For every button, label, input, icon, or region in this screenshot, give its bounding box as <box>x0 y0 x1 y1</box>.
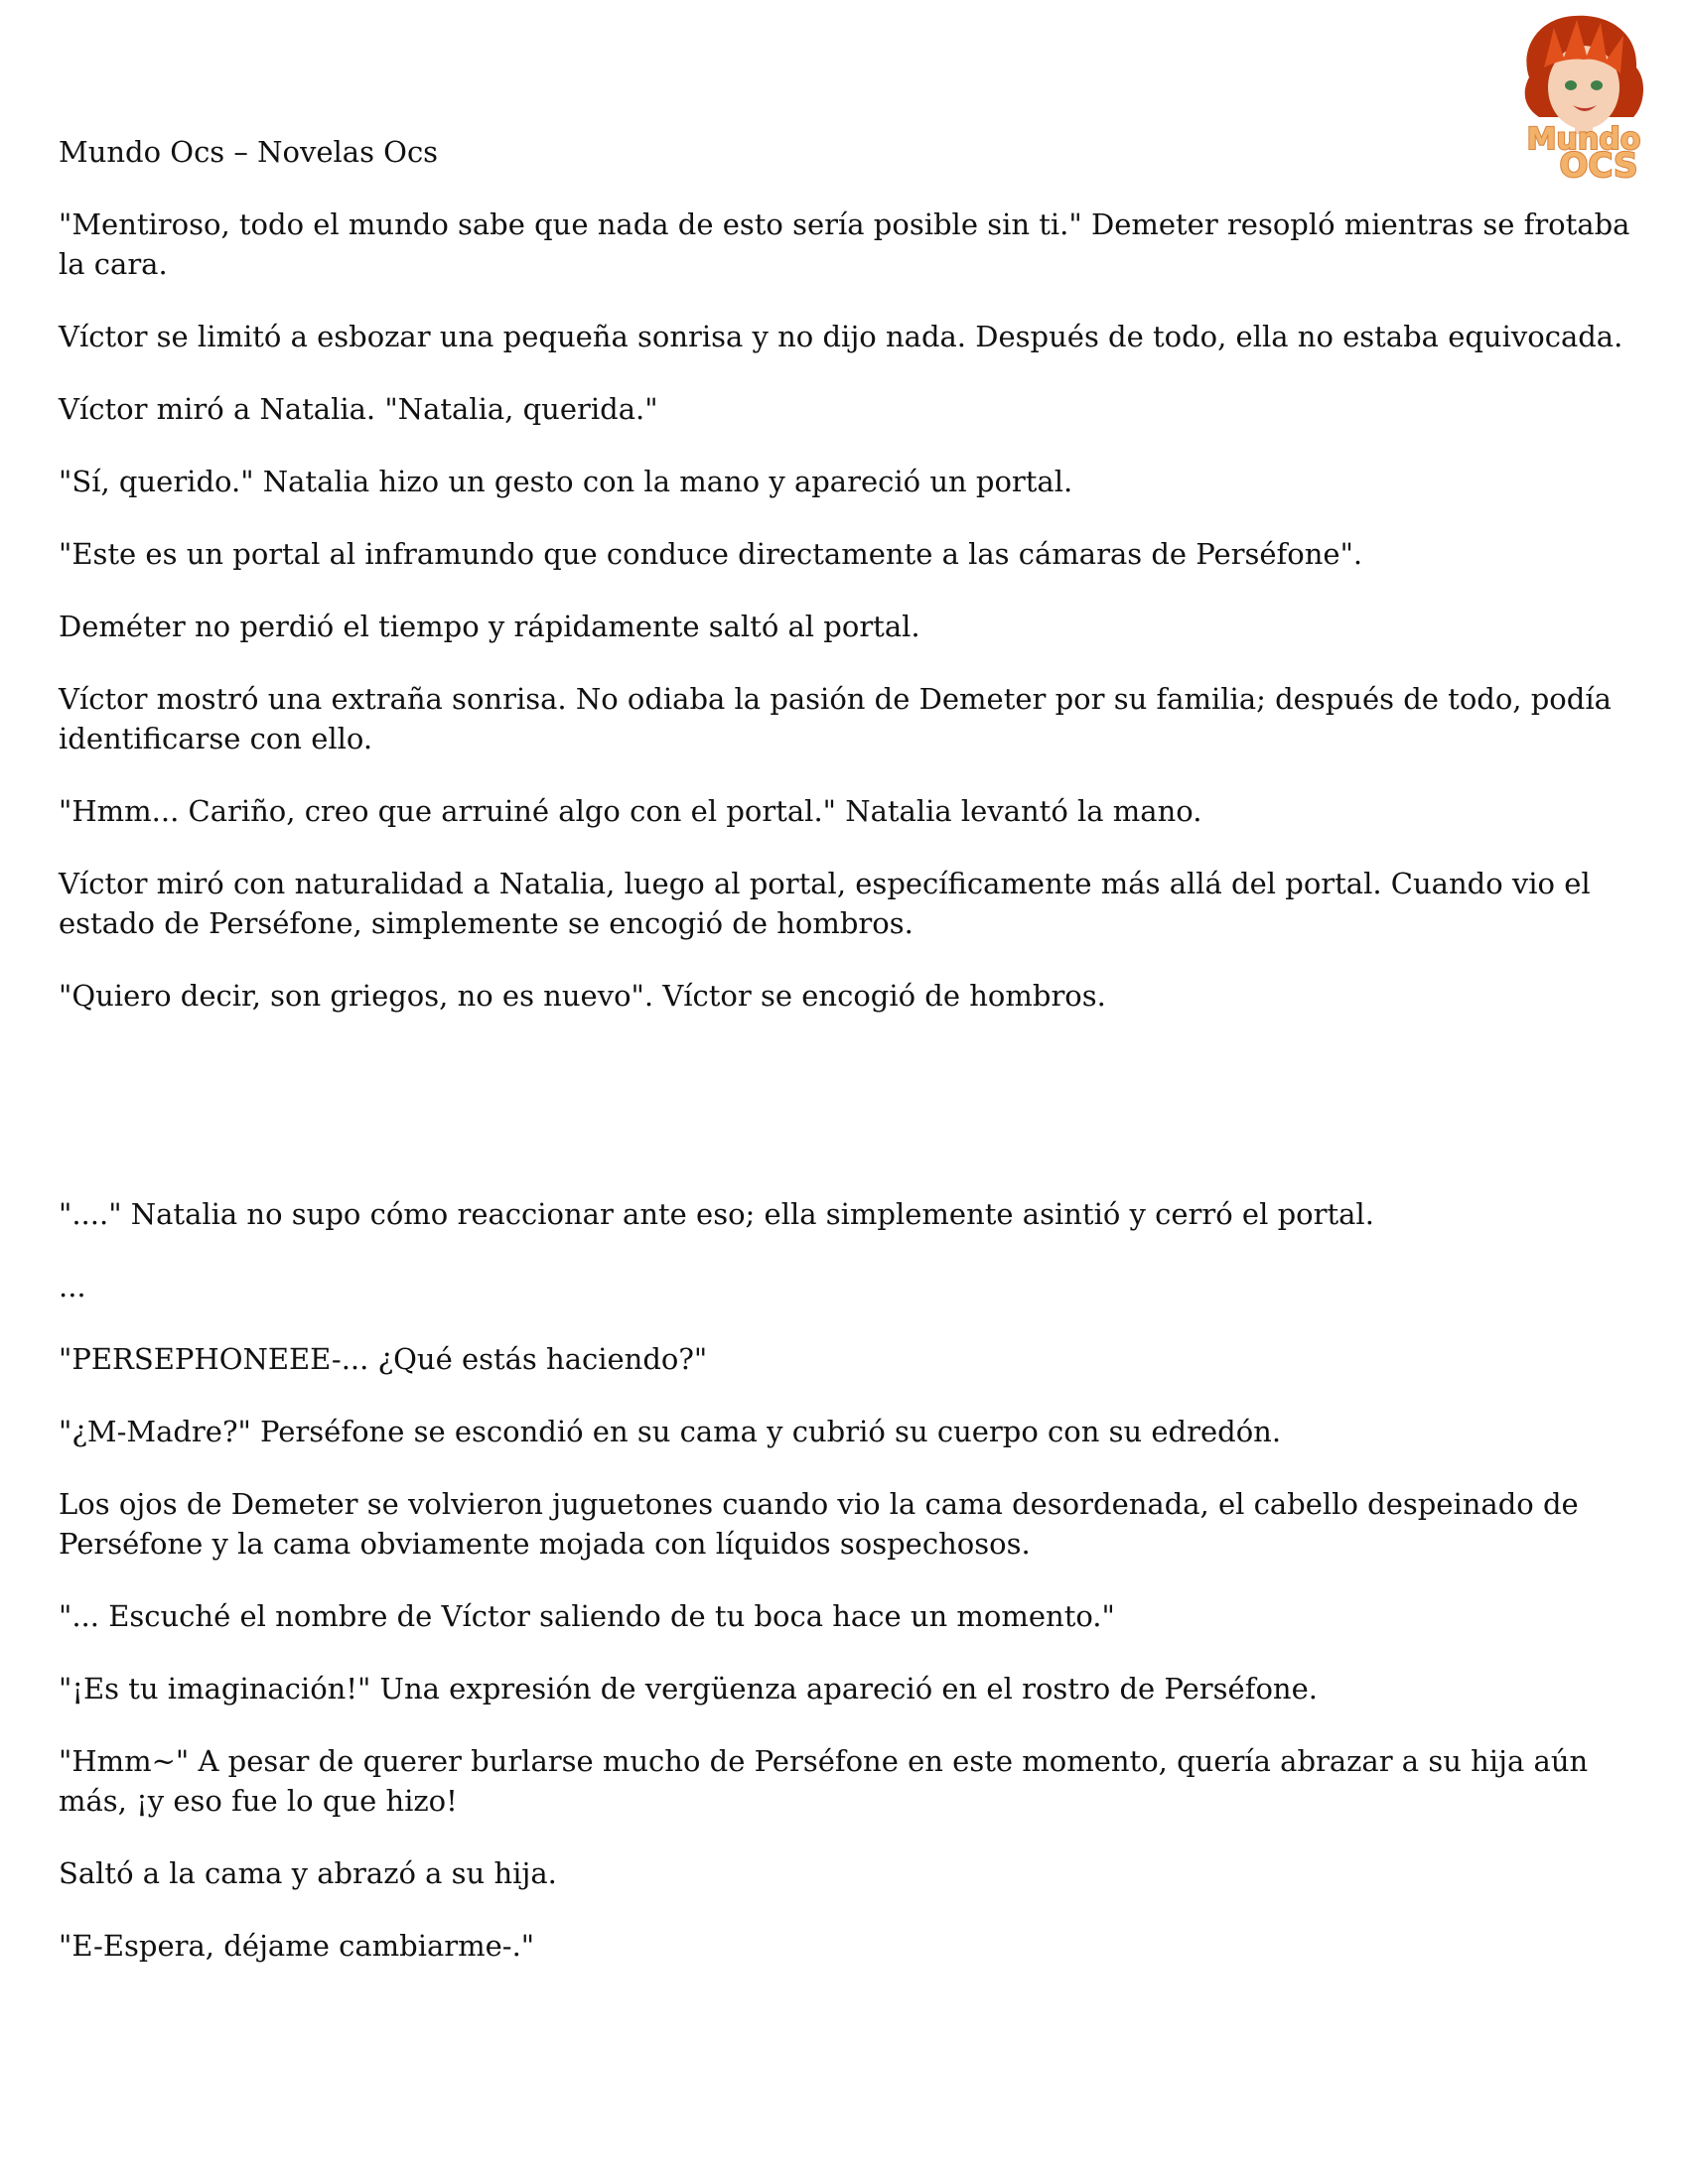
scene-break: ... <box>59 1270 86 1303</box>
svg-text:OCS: OCS <box>1559 146 1638 182</box>
paragraph: Víctor miró con naturalidad a Natalia, luego al portal, específicamente más allá del portal. Cuando vio el estado de Perséfone, simplemente se encogió de hombros. <box>59 867 1591 940</box>
paragraph: Saltó a la cama y abrazó a su hija. <box>59 1856 557 1890</box>
paragraph: Víctor se limitó a esbozar una pequeña sonrisa y no dijo nada. Después de todo, ella no estaba equivocada. <box>59 320 1623 353</box>
paragraph: "Sí, querido." Natalia hizo un gesto con la mano y apareció un portal. <box>59 465 1073 498</box>
mundo-ocs-logo <box>1499 8 1668 182</box>
paragraph: "Mentiroso, todo el mundo sabe que nada de esto sería posible sin ti." Demeter resopló mientras se frotaba la cara. <box>59 207 1630 281</box>
novel-text <box>59 205 1637 1998</box>
paragraph: "Quiero decir, son griegos, no es nuevo". Víctor se encogió de hombros. <box>59 979 1106 1013</box>
paragraph: Víctor mostró una extraña sonrisa. No odiaba la pasión de Demeter por su familia; después de todo, podía identificarse con ello. <box>59 682 1612 755</box>
paragraph: "...." Natalia no supo cómo reaccionar ante eso; ella simplemente asintió y cerró el portal. <box>59 1197 1374 1231</box>
svg-text:Mundo: Mundo <box>1526 122 1641 157</box>
paragraph: Los ojos de Demeter se volvieron juguetones cuando vio la cama desordenada, el cabello despeinado de Perséfone y la cama obviamente mojada con líquidos sospechosos. <box>59 1487 1579 1561</box>
paragraph: "Hmm~" A pesar de querer burlarse mucho de Perséfone en este momento, quería abrazar a su hija aún más, ¡y eso fue lo que hizo! <box>59 1744 1589 1818</box>
paragraph: "Hmm... Cariño, creo que arruiné algo con el portal." Natalia levantó la mano. <box>59 794 1202 828</box>
paragraph: Deméter no perdió el tiempo y rápidamente saltó al portal. <box>59 610 920 643</box>
paragraph: "¿M-Madre?" Perséfone se escondió en su cama y cubrió su cuerpo con su edredón. <box>59 1415 1282 1448</box>
mundo-ocs-logo-icon <box>1499 8 1668 182</box>
paragraph: "E-Espera, déjame cambiarme-." <box>59 1929 535 1963</box>
paragraph: "Este es un portal al inframundo que conduce directamente a las cámaras de Perséfone". <box>59 537 1363 571</box>
paragraph: Víctor miró a Natalia. "Natalia, querida." <box>59 392 658 426</box>
paragraph: "¡Es tu imaginación!" Una expresión de vergüenza apareció en el rostro de Perséfone. <box>59 1672 1318 1706</box>
paragraph: "... Escuché el nombre de Víctor saliendo de tu boca hace un momento." <box>59 1599 1115 1633</box>
site-title: Mundo Ocs – Novelas Ocs <box>59 135 439 169</box>
paragraph: "PERSEPHONEEE-... ¿Qué estás haciendo?" <box>59 1342 708 1376</box>
